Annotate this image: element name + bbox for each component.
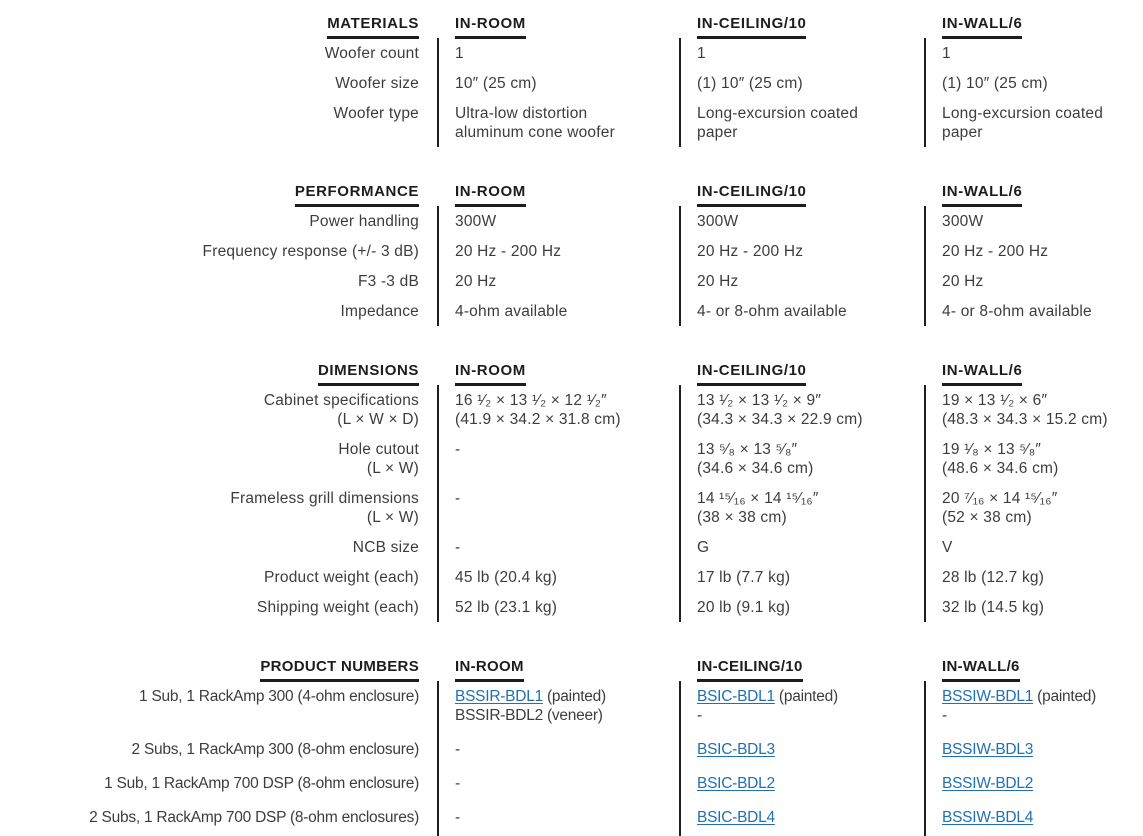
spec-value-cell [679, 434, 924, 483]
spec-value: 300W [697, 213, 739, 230]
product-link[interactable]: BSIC-BDL3 [697, 741, 775, 758]
spec-value: 19 ¹⁄₈ × 13 ⁵⁄₈″ [942, 441, 1042, 458]
row-label [0, 38, 437, 68]
row-label-line: Product weight (each) [264, 569, 419, 586]
spec-value: 20 ⁷⁄₁₆ × 14 ¹⁵⁄₁₆″ [942, 490, 1058, 507]
row-label [0, 802, 437, 836]
column-header-in-ceiling-10: IN-CEILING/10 [697, 15, 806, 39]
row-label-line: Hole cutout [338, 441, 419, 458]
spec-value: 32 lb (14.5 kg) [942, 599, 1045, 616]
row-label [0, 562, 437, 592]
spec-value: 20 Hz - 200 Hz [455, 243, 562, 260]
row-label [0, 681, 437, 734]
spec-value: G [697, 539, 710, 556]
spec-section-materials [0, 14, 1143, 147]
row-label-line: Woofer size [335, 75, 419, 92]
spec-value-cell [679, 734, 924, 768]
spec-value: 20 lb (9.1 kg) [697, 599, 791, 616]
spec-value: 13 ¹⁄₂ × 13 ¹⁄₂ × 9″ [697, 392, 822, 409]
spec-value: 1 [697, 45, 706, 62]
spec-section-dimensions [0, 361, 1143, 622]
spec-value: 300W [455, 213, 497, 230]
spec-value-cell [679, 802, 924, 836]
spec-value-cell [437, 681, 679, 734]
spec-value: (1) 10″ (25 cm) [697, 75, 803, 92]
spec-value-cell [679, 296, 924, 326]
spec-value: 1 [455, 45, 464, 62]
spec-value-cell [924, 236, 1143, 266]
spec-value-cell [437, 434, 679, 483]
column-header-cell [679, 657, 924, 681]
spec-value-cell [924, 206, 1143, 236]
row-label [0, 592, 437, 622]
spec-value-cell [924, 296, 1143, 326]
spec-value: - [942, 707, 947, 724]
spec-value: 20 Hz [942, 273, 984, 290]
spec-value-cell [679, 266, 924, 296]
spec-value: aluminum cone woofer [455, 124, 615, 141]
column-header-in-ceiling-10: IN-CEILING/10 [697, 183, 806, 207]
section-title-cell [0, 361, 437, 385]
row-label-line: Frequency response (+/- 3 dB) [202, 243, 419, 260]
spec-value-line [697, 740, 924, 759]
spec-value: 4-ohm available [455, 303, 568, 320]
row-label-line: 2 Subs, 1 RackAmp 300 (8-ohm enclosure) [131, 741, 419, 758]
column-header-cell [924, 657, 1143, 681]
spec-value-cell [437, 532, 679, 562]
spec-value-cell [437, 385, 679, 434]
row-label [0, 483, 437, 532]
spec-value: Long-excursion coated [942, 105, 1104, 122]
spec-value: (52 × 38 cm) [942, 509, 1032, 526]
spec-value: - [697, 707, 702, 724]
row-label [0, 296, 437, 326]
spec-value: (1) 10″ (25 cm) [942, 75, 1048, 92]
spec-value-cell [679, 681, 924, 734]
spec-value: 10″ (25 cm) [455, 75, 537, 92]
column-header-in-wall-6: IN-WALL/6 [942, 658, 1020, 682]
row-label-line: (L × W) [366, 509, 419, 526]
spec-value-cell [924, 38, 1143, 68]
product-link[interactable]: BSSIW-BDL2 [942, 775, 1034, 792]
spec-value-cell [679, 236, 924, 266]
spec-value-cell [437, 266, 679, 296]
product-link[interactable]: BSSIW-BDL4 [942, 809, 1034, 826]
spec-value-cell [924, 483, 1143, 532]
spec-value: 28 lb (12.7 kg) [942, 569, 1045, 586]
spec-value: 19 × 13 ¹⁄₂ × 6″ [942, 392, 1048, 409]
spec-value: 20 Hz - 200 Hz [942, 243, 1049, 260]
row-label-line: 1 Sub, 1 RackAmp 700 DSP (8-ohm enclosure) [104, 775, 419, 792]
spec-value-cell [924, 532, 1143, 562]
column-header-in-ceiling-10: IN-CEILING/10 [697, 362, 806, 386]
spec-value-line [942, 740, 1143, 759]
spec-value: (34.3 × 34.3 × 22.9 cm) [697, 411, 863, 428]
spec-value-cell [924, 68, 1143, 98]
spec-value-cell [924, 802, 1143, 836]
column-header-cell [924, 14, 1143, 38]
product-link[interactable]: BSSIR-BDL1 [455, 688, 543, 705]
spec-value: 13 ⁵⁄₈ × 13 ⁵⁄₈″ [697, 441, 798, 458]
spec-value: (34.6 × 34.6 cm) [697, 460, 814, 477]
row-label [0, 385, 437, 434]
product-link[interactable]: BSIC-BDL1 [697, 688, 775, 705]
spec-value-line [697, 808, 924, 827]
spec-value: - [455, 741, 460, 758]
row-label [0, 532, 437, 562]
row-label-line: F3 -3 dB [357, 273, 419, 290]
spec-value: (48.6 × 34.6 cm) [942, 460, 1059, 477]
spec-value-cell [437, 296, 679, 326]
spec-value-cell [437, 734, 679, 768]
column-header-cell [679, 182, 924, 206]
spec-value-cell [924, 768, 1143, 802]
row-label-line: 1 Sub, 1 RackAmp 300 (4-ohm enclosure) [139, 688, 419, 705]
spec-value-cell [437, 802, 679, 836]
spec-value: 20 Hz [455, 273, 497, 290]
spec-value: 4- or 8-ohm available [942, 303, 1092, 320]
column-header-in-room: IN-ROOM [455, 183, 526, 207]
column-header-cell [437, 361, 679, 385]
spec-value-cell [679, 38, 924, 68]
column-header-in-room: IN-ROOM [455, 362, 526, 386]
product-link-note: (painted) [774, 688, 838, 705]
column-header-cell [437, 657, 679, 681]
spec-value: Long-excursion coated [697, 105, 859, 122]
spec-value: (41.9 × 34.2 × 31.8 cm) [455, 411, 621, 428]
product-link[interactable]: BSSIW-BDL3 [942, 741, 1034, 758]
column-header-cell [679, 14, 924, 38]
spec-value-cell [924, 681, 1143, 734]
row-label [0, 98, 437, 147]
spec-value: - [455, 441, 461, 458]
spec-value: 16 ¹⁄₂ × 13 ¹⁄₂ × 12 ¹⁄₂″ [455, 392, 607, 409]
spec-value-cell [679, 592, 924, 622]
spec-value: Ultra-low distortion [455, 105, 588, 122]
spec-value: V [942, 539, 953, 556]
spec-value-cell [679, 385, 924, 434]
spec-value-cell [924, 592, 1143, 622]
spec-section-product-numbers [0, 657, 1143, 836]
product-link[interactable]: BSIC-BDL2 [697, 775, 775, 792]
column-header-in-wall-6: IN-WALL/6 [942, 362, 1022, 386]
spec-value: 20 Hz [697, 273, 739, 290]
column-header-in-ceiling-10: IN-CEILING/10 [697, 658, 803, 682]
row-label-line: Cabinet specifications [263, 392, 419, 409]
column-header-in-room: IN-ROOM [455, 15, 526, 39]
spec-value: - [455, 490, 461, 507]
row-label-line: 2 Subs, 1 RackAmp 700 DSP (8-ohm enclosures) [89, 809, 419, 826]
spec-value-cell [924, 562, 1143, 592]
spec-value-cell [679, 483, 924, 532]
row-label-line: Woofer type [333, 105, 419, 122]
spec-value-cell [924, 734, 1143, 768]
column-header-cell [924, 182, 1143, 206]
row-label [0, 768, 437, 802]
spec-value-line [697, 687, 924, 706]
section-title: DIMENSIONS [318, 362, 419, 386]
spec-value-cell [437, 483, 679, 532]
column-header-in-wall-6: IN-WALL/6 [942, 15, 1022, 39]
spec-value: - [455, 539, 461, 556]
spec-value: 17 lb (7.7 kg) [697, 569, 791, 586]
spec-value: (38 × 38 cm) [697, 509, 787, 526]
column-header-cell [679, 361, 924, 385]
product-link-note: (painted) [1033, 688, 1097, 705]
spec-value: - [455, 775, 460, 792]
row-label-line: (L × W) [366, 460, 419, 477]
spec-value-cell [924, 98, 1143, 147]
spec-value: 1 [942, 45, 951, 62]
spec-value: (48.3 × 34.3 × 15.2 cm) [942, 411, 1108, 428]
spec-value: paper [942, 124, 983, 141]
row-label-line: Power handling [309, 213, 419, 230]
spec-value-cell [924, 266, 1143, 296]
row-label [0, 68, 437, 98]
row-label-line: Woofer count [324, 45, 419, 62]
spec-value: 45 lb (20.4 kg) [455, 569, 558, 586]
column-header-cell [437, 14, 679, 38]
column-header-in-room: IN-ROOM [455, 658, 524, 682]
column-header-cell [437, 182, 679, 206]
spec-value: 14 ¹⁵⁄₁₆ × 14 ¹⁵⁄₁₆″ [697, 490, 819, 507]
spec-value: BSSIR-BDL2 (veneer) [455, 707, 603, 724]
section-title: PERFORMANCE [295, 183, 419, 207]
product-link-note: (painted) [542, 688, 606, 705]
section-title-cell [0, 657, 437, 681]
row-label [0, 434, 437, 483]
spec-value-cell [437, 206, 679, 236]
spec-value-cell [437, 98, 679, 147]
spec-value-line [942, 687, 1143, 706]
spec-value: 52 lb (23.1 kg) [455, 599, 558, 616]
column-header-in-wall-6: IN-WALL/6 [942, 183, 1022, 207]
row-label-line: NCB size [352, 539, 419, 556]
spec-value: - [455, 809, 460, 826]
row-label-line: Shipping weight (each) [256, 599, 419, 616]
row-label [0, 266, 437, 296]
spec-value-cell [679, 768, 924, 802]
section-title: PRODUCT NUMBERS [260, 658, 419, 682]
spec-value-cell [437, 768, 679, 802]
spec-section-performance [0, 182, 1143, 326]
spec-value-cell [679, 206, 924, 236]
spec-value-cell [437, 38, 679, 68]
spec-value-line [942, 774, 1143, 793]
row-label-line: Impedance [340, 303, 419, 320]
section-title-cell [0, 182, 437, 206]
product-link[interactable]: BSIC-BDL4 [697, 809, 775, 826]
row-label-line: Frameless grill dimensions [230, 490, 419, 507]
spec-value-cell [679, 68, 924, 98]
spec-value-line [455, 687, 679, 706]
row-label [0, 236, 437, 266]
spec-value-cell [437, 562, 679, 592]
spec-value-cell [679, 98, 924, 147]
spec-value-cell [924, 385, 1143, 434]
spec-value: 300W [942, 213, 984, 230]
spec-value-cell [679, 562, 924, 592]
product-link[interactable]: BSSIW-BDL1 [942, 688, 1034, 705]
spec-value-cell [437, 592, 679, 622]
row-label-line: (L × W × D) [337, 411, 419, 428]
spec-value: 4- or 8-ohm available [697, 303, 847, 320]
column-header-cell [924, 361, 1143, 385]
spec-value-cell [924, 434, 1143, 483]
spec-value-cell [679, 532, 924, 562]
spec-value: 20 Hz - 200 Hz [697, 243, 804, 260]
spec-value-cell [437, 68, 679, 98]
row-label [0, 206, 437, 236]
spec-value-line [942, 808, 1143, 827]
spec-value: paper [697, 124, 738, 141]
spec-value-cell [437, 236, 679, 266]
section-title: MATERIALS [327, 15, 419, 39]
spec-value-line [697, 774, 924, 793]
row-label [0, 734, 437, 768]
section-title-cell [0, 14, 437, 38]
